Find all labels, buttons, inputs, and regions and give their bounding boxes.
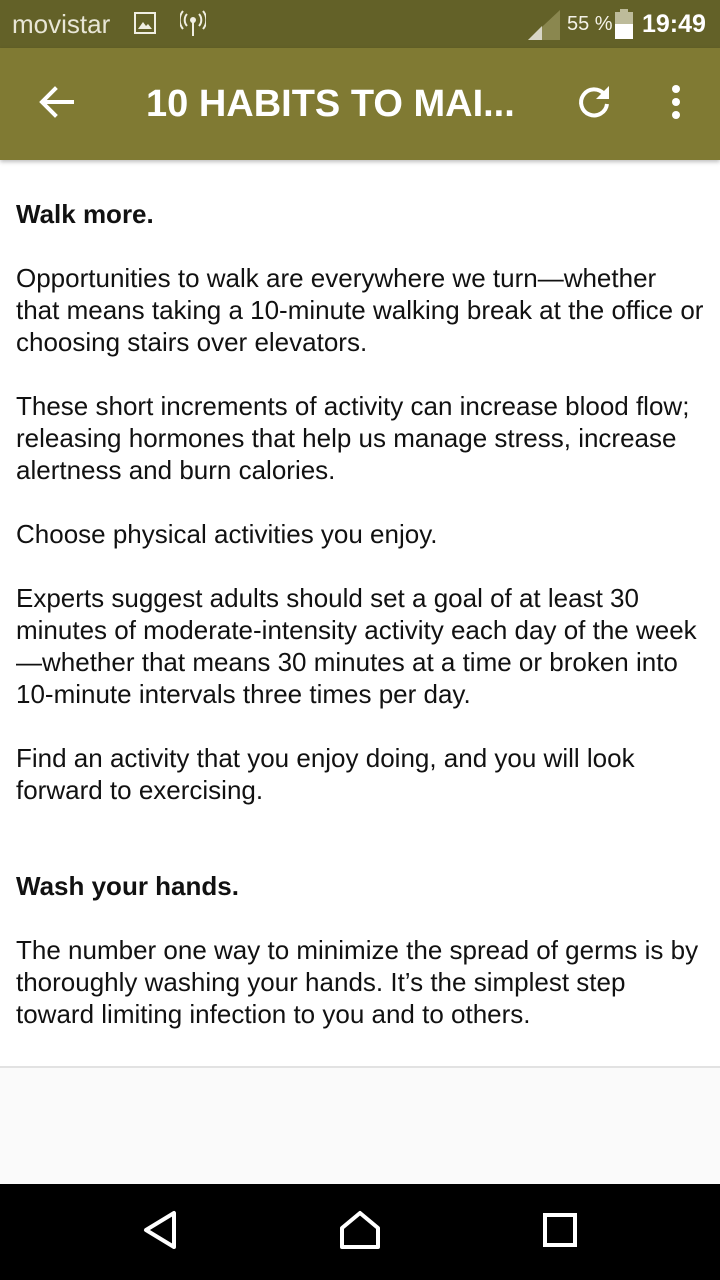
refresh-icon (576, 84, 612, 125)
clock: 19:49 (642, 10, 706, 38)
paragraph: The number one way to minimize the spread of germs is by thoroughly washing your hands. It’s the simplest step toward limiting infection to you and to others. (16, 935, 699, 1029)
more-vert-icon (671, 85, 681, 124)
section-heading: Wash your hands. (16, 871, 239, 901)
app-bar (0, 48, 720, 160)
nav-back-icon (142, 1210, 178, 1255)
signal-icon (528, 10, 560, 40)
paragraph: Experts suggest adults should set a goal of at least 30 minutes of moderate-intensity activity each day of the week—whether that means 30 minutes at a time or broken into 10-minute intervals three times per day. (16, 583, 697, 709)
article-card (0, 160, 720, 1068)
section-heading: Walk more. (16, 199, 154, 229)
more-options-button[interactable] (652, 76, 700, 132)
section-heading: Choose physical activities you enjoy. (16, 519, 438, 549)
paragraph: Opportunities to walk are everywhere we turn—whether that means taking a 10-minute walking break at the office or choosing stairs over elevators. (16, 263, 704, 357)
battery-icon (614, 9, 634, 39)
battery-percent: 55 % (567, 13, 613, 35)
nav-back-button[interactable] (130, 1208, 190, 1256)
back-button[interactable] (24, 76, 88, 132)
navigation-bar (0, 1184, 720, 1280)
status-bar (0, 0, 720, 48)
back-arrow-icon (38, 86, 74, 123)
hotspot-icon (180, 10, 206, 38)
nav-recents-button[interactable] (530, 1208, 590, 1256)
nav-home-button[interactable] (330, 1208, 390, 1256)
gallery-icon (134, 12, 156, 34)
paragraph: These short increments of activity can increase blood flow; releasing hormones that help us manage stress, increase alertness and burn calories. (16, 391, 690, 485)
carrier-name: movistar (12, 9, 111, 39)
nav-recents-icon (542, 1212, 578, 1253)
page-title: 10 HABITS TO MAI... (146, 83, 515, 125)
paragraph: Find an activity that you enjoy doing, and you will look forward to exercising. (16, 743, 635, 805)
article-body (16, 198, 706, 1062)
nav-home-icon (339, 1210, 381, 1255)
spacer (16, 838, 706, 870)
refresh-button[interactable] (566, 76, 622, 132)
